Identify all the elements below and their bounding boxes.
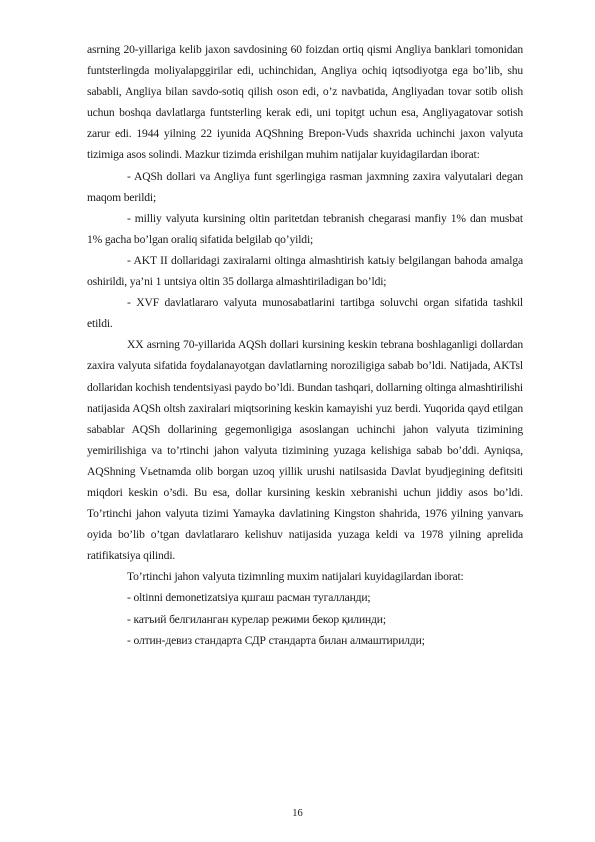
- bullet-imf: - XVF davlatlararo valyuta munosabatlarini tartibga soluvchi organ sifatida tashkil etildi.: [87, 296, 523, 331]
- bullet-fluctuation-band: - milliy valyuta kursining oltin paritetdan tebranish chegarasi manfiy 1% dan musbat 1% gacha bo’lgan oraliq sifatida belgilab qo’yildi;: [87, 211, 523, 246]
- bullet-reserve-currencies: - AQSh dollari va Angliya funt sgerlingiga rasman jaxmning zaxira valyutalari degan maqom berildi;: [87, 169, 523, 204]
- list-item: - олтин-девиз стандарта СДР стандарта билан алмаштирилди;: [127, 633, 425, 647]
- paragraph-continuation: asrning 20-yillariga kelib jaxon savdosining 60 foizdan ortiq qismi Angliya banklari tomonidan funtsterlingda moliyalapggirilar edi, uchinchidan, Angliya ochiq iqtsodiyotga ega bo’lib, shu sababli, Angliya bilan savdo-sotiq qilish oson edi, o’z navbatida, Angliyadan tovar sotib olish uchun boshqa davlatlarga funtsterling kerak edi, uni topitgt uchun esa, Angliyagatovar sotish zarur edi. 1944 yilning 22 iyunida AQShning Brepon-Vuds shaxrida uchinchi jaxon valyuta tizimiga asos solindi. Mazkur tizimda erishilgan muhim natijalar kuyidagilardan iborat:: [87, 43, 523, 162]
- page-number: 16: [292, 808, 303, 819]
- bullet-gold-exchange: - AKT II dollaridagi zaxiralarni oltinga almashtirish katьiy belgilangan bahoda amalga oshirildi, ya’ni 1 untsiya oltin 35 dollarga almashtiriladigan bo’ldi;: [87, 253, 523, 289]
- page-body: [87, 39, 523, 651]
- list-item: - катъий белгиланган курелар режими бекор қилинди;: [127, 612, 386, 626]
- list-intro: To’rtinchi jahon valyuta tizimnling muxim natijalari kuyidagilardan iborat:: [127, 570, 464, 584]
- paragraph-jamaica-system: XX asrning 70-yillarida AQSh dollari kursining keskin tebrana boshlaganligi dollardan zaxira valyuta sifatida foydalanayotgan davlatlarning noroziligiga sabab bo’ldi. Natijada, AKTsl dollaridan kochish tendentsiyasi paydo bo’ldi. Bundan tashqari, dollarning oltinga almashtirilishi natijasida AQSh oltsh zaxiralari miqtsorining keskin kamayishi yuz berdi. Yuqorida qayd etilgan sabablar AQSh dollarining gegemonligiga asoslangan uchinchi jahon valyuta tizimining yemirilishiga va to’rtinchi jahon valyuta tizimining yuzaga kelishiga sabab bo’ddi. Ayniqsa, AQShning Vьetnamda olib borgan uzoq yillik urushi natilsasida Davlat byudjegining defitsiti miqdori keskin o’sdi. Bu esa, dollar kursining keskin xebranishi uchun jiddiy asos bo’ldi. To’rtinchi jahon valyuta tizimi Yamayka davlatining Kingston shahrida, 1976 yilning yanvarь oyida bo’lib o’tgan davlatlararo kelishuv natijasida yuzaga keldi va 1978 yilning aprelida ratifikatsiya qilindi.: [87, 338, 523, 563]
- list-item: - oltinni demonetizatsiya қшгаш расман тугалланди;: [127, 591, 371, 605]
